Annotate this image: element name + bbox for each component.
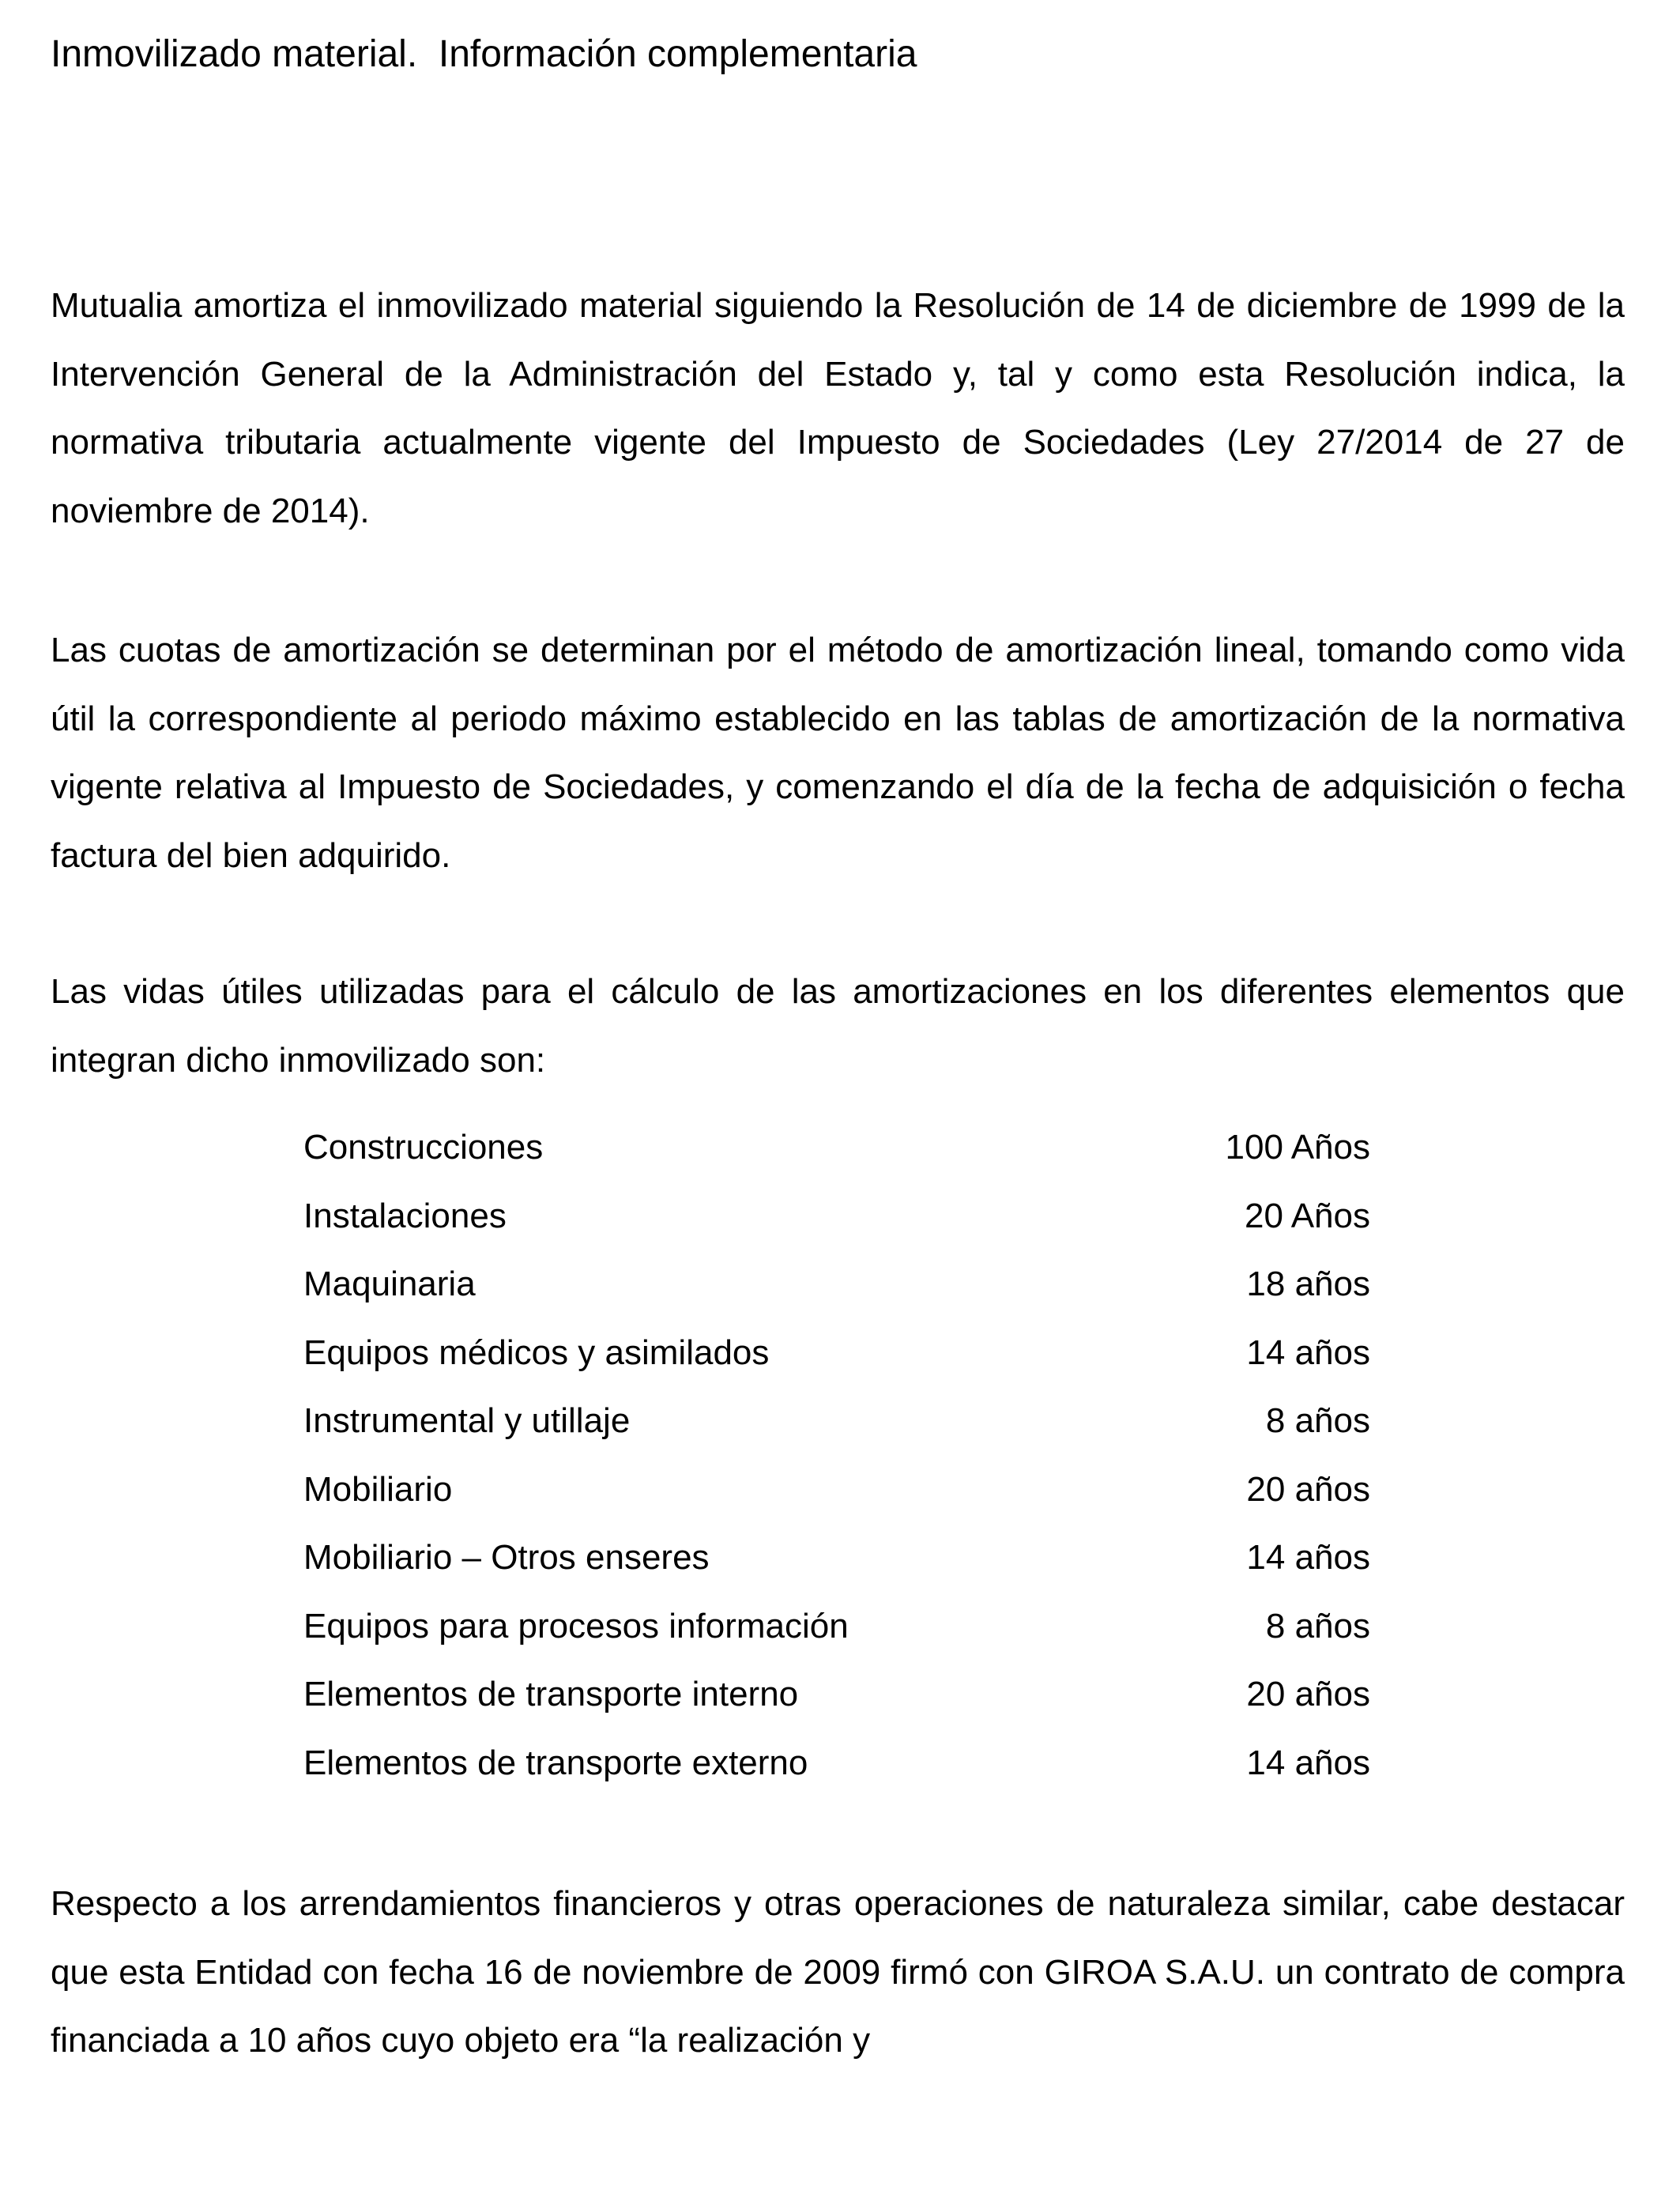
paragraph-amortization-basis: Mutualia amortiza el inmovilizado material siguiendo la Resolución de 14 de diciembre de 1999 de la Intervención General de la Administración del Estado y, tal y como esta Resolución indica, la normativa tributaria actualmente vigente del Impuesto de Sociedades (Ley 27/2014 de 27 de noviembre de 2014). [51,286,1625,530]
element-name: Maquinaria [303,1265,476,1303]
useful-life-value: 100 Años [1225,1128,1370,1167]
useful-life-value: 14 años [1246,1538,1370,1577]
paragraph-useful-lives-intro: Las vidas útiles utilizadas para el cálculo de las amortizaciones en los diferentes elementos que integran dicho inmovilizado son: [51,972,1625,1080]
element-name: Elementos de transporte interno [303,1675,799,1713]
useful-life-value: 20 Años [1244,1196,1370,1235]
element-name: Mobiliario – Otros enseres [303,1538,710,1577]
table-row [303,1456,1370,1525]
element-name: Instalaciones [303,1196,507,1235]
table-row [303,1250,1370,1319]
useful-lives-table [303,1114,1370,1797]
useful-life-value: 20 años [1246,1469,1370,1509]
useful-life-value: 8 años [1265,1401,1370,1440]
paragraph-financial-leases: Respecto a los arrendamientos financieros y otras operaciones de naturaleza similar, cabe destacar que esta Entidad con fecha 16 de noviembre de 2009 firmó con GIROA S.A.U. un contrato de compra financiada a 10 años cuyo objeto era “la realización y [51,1884,1625,2060]
useful-life-value: 20 años [1246,1675,1370,1713]
element-name: Equipos para procesos información [303,1606,849,1646]
useful-life-value: 8 años [1265,1606,1370,1646]
useful-life-value: 14 años [1246,1333,1370,1372]
table-row [303,1524,1370,1593]
table-row [303,1182,1370,1251]
element-name: Equipos médicos y asimilados [303,1333,770,1372]
element-name: Instrumental y utillaje [303,1401,631,1440]
table-row [303,1593,1370,1661]
paragraph-amortization-method: Las cuotas de amortización se determinan por el método de amortización lineal, tomando como vida útil la correspondiente al periodo máximo establecido en las tablas de amortización de la normativa vigente relativa al Impuesto de Sociedades, y comenzando el día de la fecha de adquisición o fecha factura del bien adquirido. [51,631,1625,875]
document-title: Inmovilizado material. Información complementaria [51,33,917,75]
table-row [303,1661,1370,1729]
element-name: Elementos de transporte externo [303,1743,808,1782]
table-row [303,1319,1370,1388]
useful-life-value: 18 años [1246,1265,1370,1303]
element-name: Construcciones [303,1128,544,1167]
table-row [303,1729,1370,1798]
useful-life-value: 14 años [1246,1743,1370,1782]
element-name: Mobiliario [303,1469,453,1509]
table-row [303,1387,1370,1456]
table-row [303,1114,1370,1182]
